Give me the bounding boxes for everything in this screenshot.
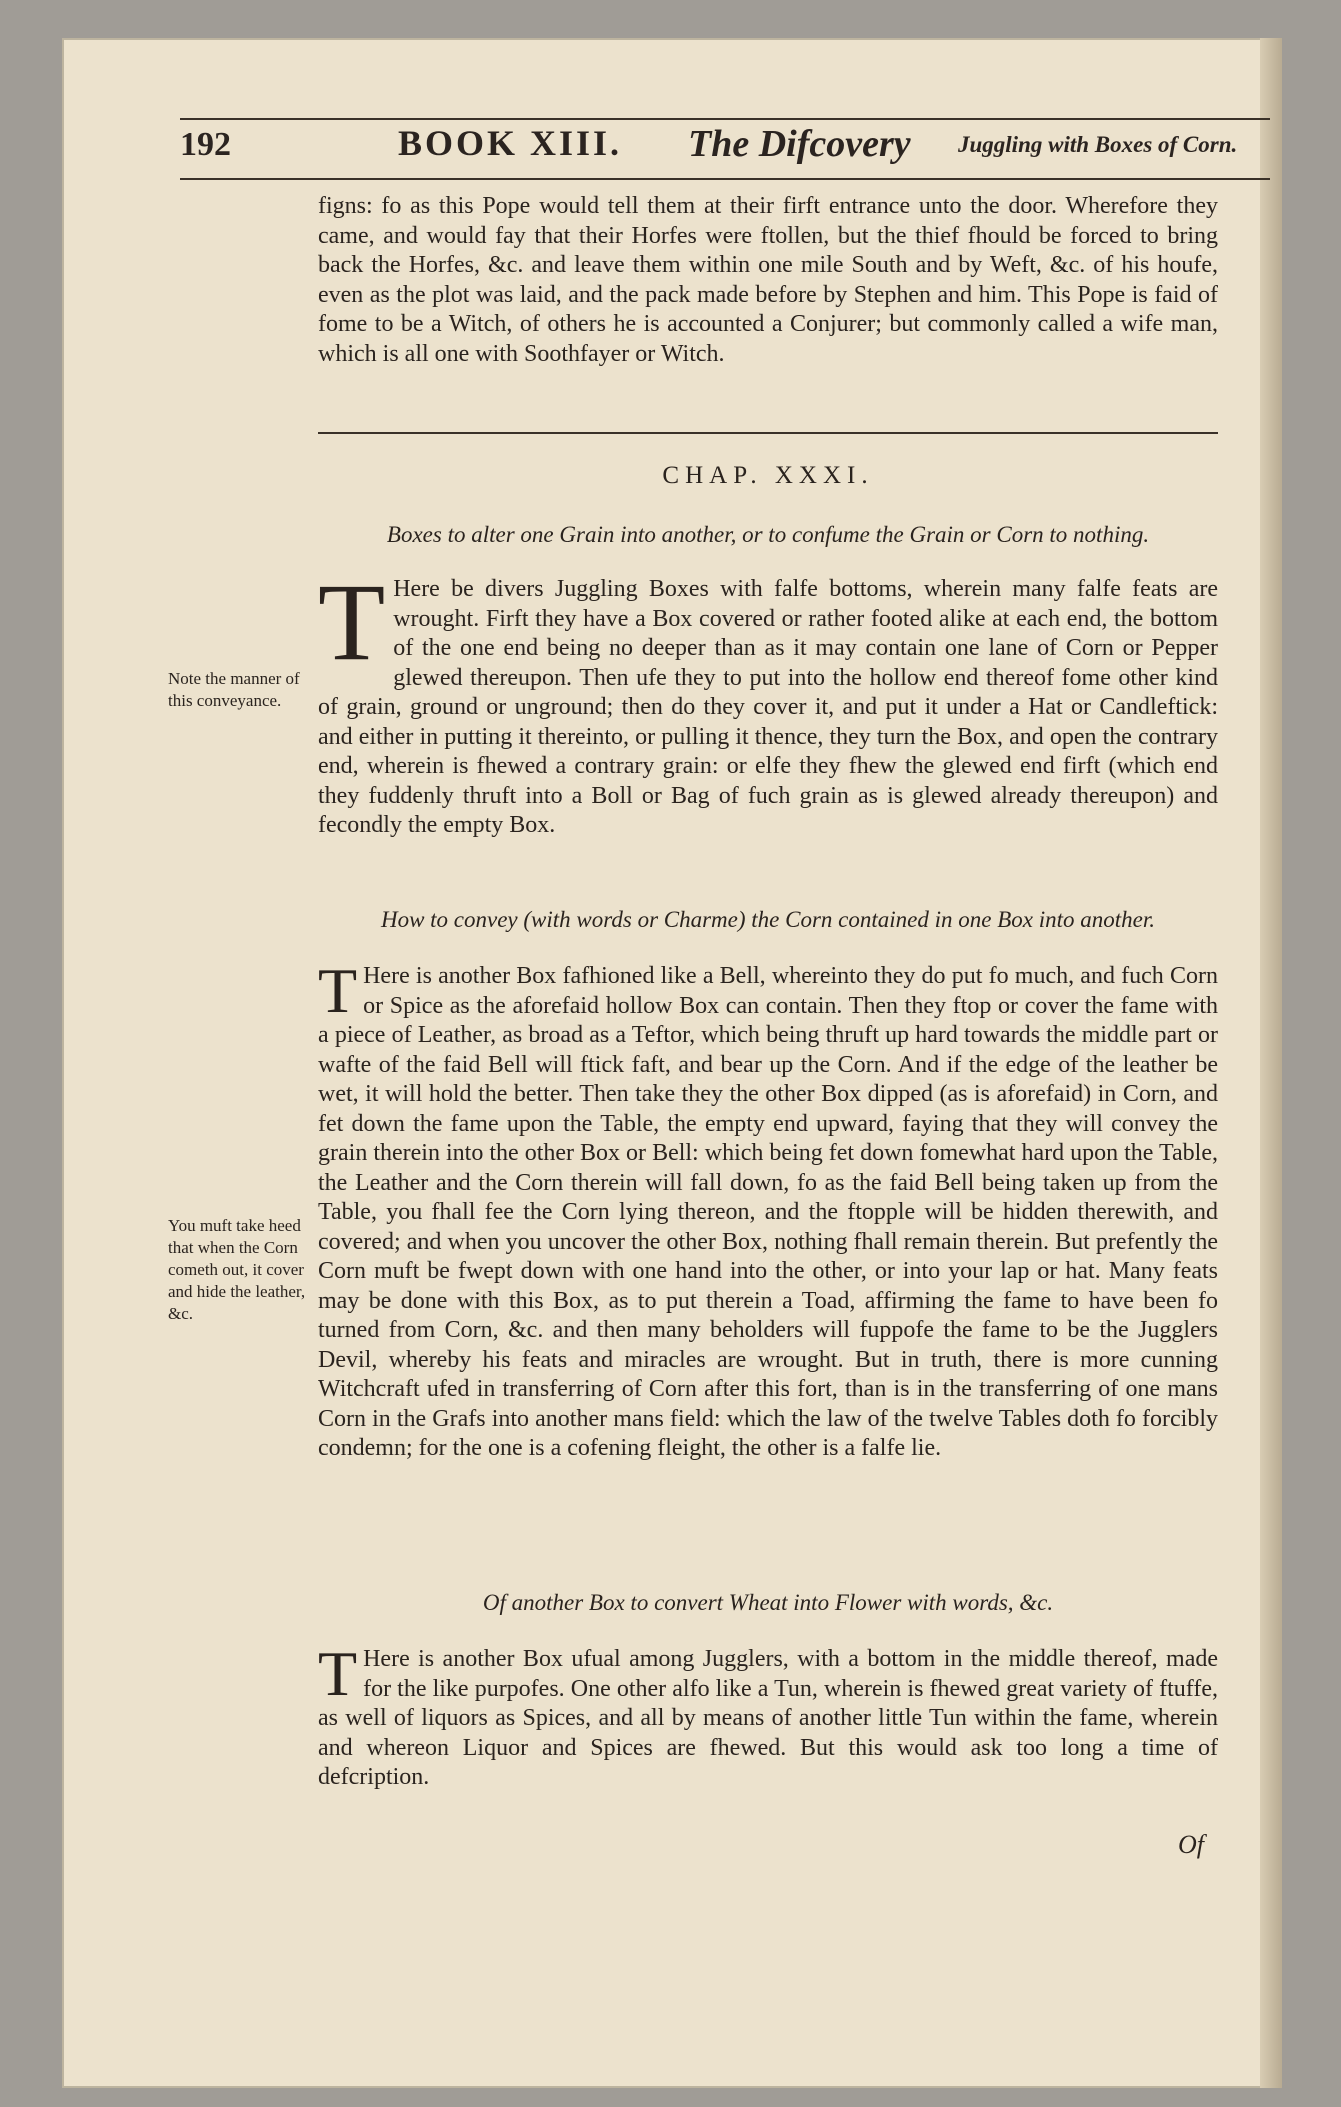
section3-heading: Of another Box to convert Wheat into Flower with words, &c. [482, 1590, 1054, 1615]
section2-body: Here is another Box fafhioned like a Bell, whereinto they do put fo much, and fuch Corn or Spice as the aforefaid hollow Box can contain. Then they ftop or cover the fame with a piece of Leather, as broad as a Teftor, which being thruft up hard towards the middle part or wafte of the faid Bell will ftick faft, and bear up the Corn. And if the edge of the leather be wet, it will hold the better. Then take they the other Box dipped (as is aforefaid) in Corn, and fet down the fame upon the Table, the empty end upward, faying that they will convey the grain therein into the other Box or Bell: which being fet down fomewhat hard upon the Table, the Leather and the Corn therein will fall down, fo as the faid Bell being taken up from the Table, you fhall fee the Corn lying thereon, and the ftopple will be hidden therewith, and covered; and when you uncover the other Box, nothing fhall remain therein. But prefently the Corn muft be fwept down with one hand into the other, or into your lap or hat. Many feats may be done with this Box, as to put therein a Toad, affirming the fame to have been fo turned from Corn, &c. and then many beholders will fuppofe the fame to be the Jugglers Devil, whereby his feats and miracles are wrought. But in truth, there is more cunning Witchcraft ufed in transferring of Corn after this fort, than is in the transferring of one mans Corn in the Grafs into another mans field: which the law of the twelve Tables doth fo forcibly condemn; for the one is a cofening fleight, the other is a falfe lie. [318, 963, 1218, 1461]
intro-paragraph: figns: fo as this Pope would tell them at their firft entrance unto the door. Wherefore they came, and would fay that their Horfes were ftollen, but the thief fhould be forced to bring back the Horfes, &c. and leave them within one mile South and by Weft, &c. of his houfe, even as the plot was laid, and the pack made before by Stephen and him. This Pope is faid of fome to be a Witch, of others he is accounted a Conjurer; but commonly called a wife man, which is all one with Soothfayer or Witch. [318, 193, 1218, 367]
page-edge [1260, 38, 1282, 2088]
book-title: The Difcovery [688, 123, 911, 165]
page-number: 192 [180, 126, 231, 163]
section2-initial: T [318, 955, 358, 1026]
section1-body: Here be divers Juggling Boxes with falfe bottoms, wherein many falfe feats are wrought. Firft they have a Box covered or rather footed alike at each end, the bottom of the one end being no deeper than as it may contain one lane of Corn or Pepper glewed thereupon. Then ufe they to put into the hollow end thereof fome other kind of grain, ground or unground; then do they cover it, and put it under a Hat or Candleftick: and either in putting it thereinto, or pulling it thence, they turn the Box, and open the contrary end, wherein is fhewed a contrary grain: or elfe they fhew the glewed end firft (which end they fuddenly thruft into a Boll or Bag of fuch grain as is glewed already thereupon) and fecondly the empty Box. [318, 576, 1218, 838]
running-header [118, 118, 1268, 178]
chapter-rule [318, 432, 1218, 434]
chapter-label: CHAP. XXXI. [662, 462, 874, 489]
chapter-title: Boxes to alter one Grain into another, or to confume the Grain or Corn to nothing. [386, 522, 1150, 547]
book-label: BOOK XIII. [398, 123, 623, 163]
section3-paragraph [318, 1638, 1218, 1793]
section3-body: Here is another Box ufual among Jugglers, with a bottom in the middle thereof, made for the like purpofes. One other alfo like a Tun, wherein is fhewed great variety of ftuffe, as well of liquors as Spices, and all by means of another little Tun within the fame, wherein and whereon Liquor and Spices are fhewed. But this would ask too long a time of defcription. [318, 1646, 1218, 1790]
section1-initial: T [318, 561, 386, 683]
section2-margin-note: You muft take heed that when the Corn cometh out, it cover and hide the leather, &c. [168, 1216, 306, 1323]
section2-heading: How to convey (with words or Charme) the Corn contained in one Box into another. [380, 907, 1156, 932]
section3-initial: T [318, 1638, 358, 1709]
header-rule-bottom [180, 178, 1270, 180]
running-head: Juggling with Boxes of Corn. [958, 132, 1238, 157]
section1-margin-note: Note the manner of this conveyance. [168, 669, 300, 710]
section2-paragraph [318, 955, 1218, 1464]
catchword: Of [1178, 1830, 1204, 1859]
section1-paragraph [318, 561, 1218, 841]
